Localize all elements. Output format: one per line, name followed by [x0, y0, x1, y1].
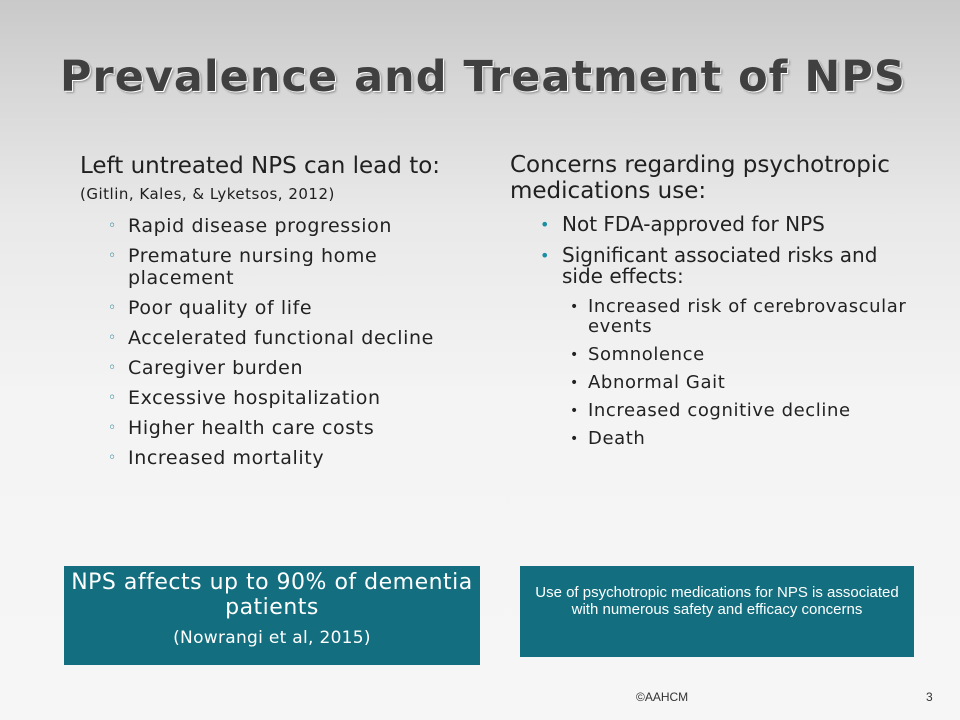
list-item: ◦ Poor quality of life [108, 297, 313, 319]
bullet-marker: • [540, 215, 550, 234]
bullet-marker: ◦ [108, 218, 117, 234]
prevalence-callout [64, 566, 480, 665]
list-item: ◦ Increased mortality [108, 447, 325, 469]
sub-bullet-marker: • [570, 403, 579, 419]
left-column [80, 153, 460, 477]
sub-bullet-marker: • [570, 299, 579, 315]
bullet-marker: ◦ [108, 300, 117, 316]
prevalence-callout-text: NPS affects up to 90% of dementia patients [71, 570, 473, 620]
bullet-marker: ◦ [108, 450, 117, 466]
page-number: 3 [926, 690, 933, 704]
bullet-marker: ◦ [108, 330, 117, 346]
list-item: • Death [570, 428, 646, 449]
bullet-marker: ◦ [108, 420, 117, 436]
left-intro-text: Left untreated NPS can lead to: [80, 153, 441, 179]
list-item: • Increased risk of cerebrovascular events [570, 296, 907, 337]
slide-title: Prevalence and Treatment of NPS [60, 52, 906, 102]
list-item: ◦ Premature nursing home placement [108, 245, 378, 289]
sub-bullet-marker: • [570, 375, 579, 391]
footer-copyright: ©AAHCM [636, 690, 689, 704]
list-item: ◦ Accelerated functional decline [108, 327, 434, 349]
side-effects-list [510, 297, 910, 449]
safety-callout [520, 566, 914, 657]
safety-callout-text: Use of psychotropic medications for NPS is associated with numerous safety and efficacy concerns [535, 584, 899, 618]
list-item: • Abnormal Gait [570, 372, 726, 393]
bullet-marker: • [540, 246, 550, 265]
list-item: ◦ Excessive hospitalization [108, 387, 381, 409]
prevalence-callout-citation: (Nowrangi et al, 2015) [173, 628, 371, 648]
sub-bullet-marker: • [570, 431, 579, 447]
list-item: ◦ Caregiver burden [108, 357, 304, 379]
sub-bullet-marker: • [570, 347, 579, 363]
bullet-marker: ◦ [108, 390, 117, 406]
right-column [510, 152, 910, 457]
list-item: • Somnolence [570, 344, 705, 365]
right-intro: Concerns regarding psychotropic medications use: [510, 152, 890, 204]
concerns-list [510, 214, 910, 287]
list-item: • Not FDA-approved for NPS [540, 212, 825, 236]
list-item: • Increased cognitive decline [570, 400, 851, 421]
left-intro-citation: (Gitlin, Kales, & Lyketsos, 2012) [80, 185, 335, 203]
bullet-marker: ◦ [108, 360, 117, 376]
list-item: • Significant associated risks and side effects: [540, 243, 878, 288]
list-item: ◦ Higher health care costs [108, 417, 375, 439]
consequences-list [80, 215, 460, 469]
list-item: ◦ Rapid disease progression [108, 215, 393, 237]
left-intro [80, 153, 460, 207]
bullet-marker: ◦ [108, 248, 117, 264]
